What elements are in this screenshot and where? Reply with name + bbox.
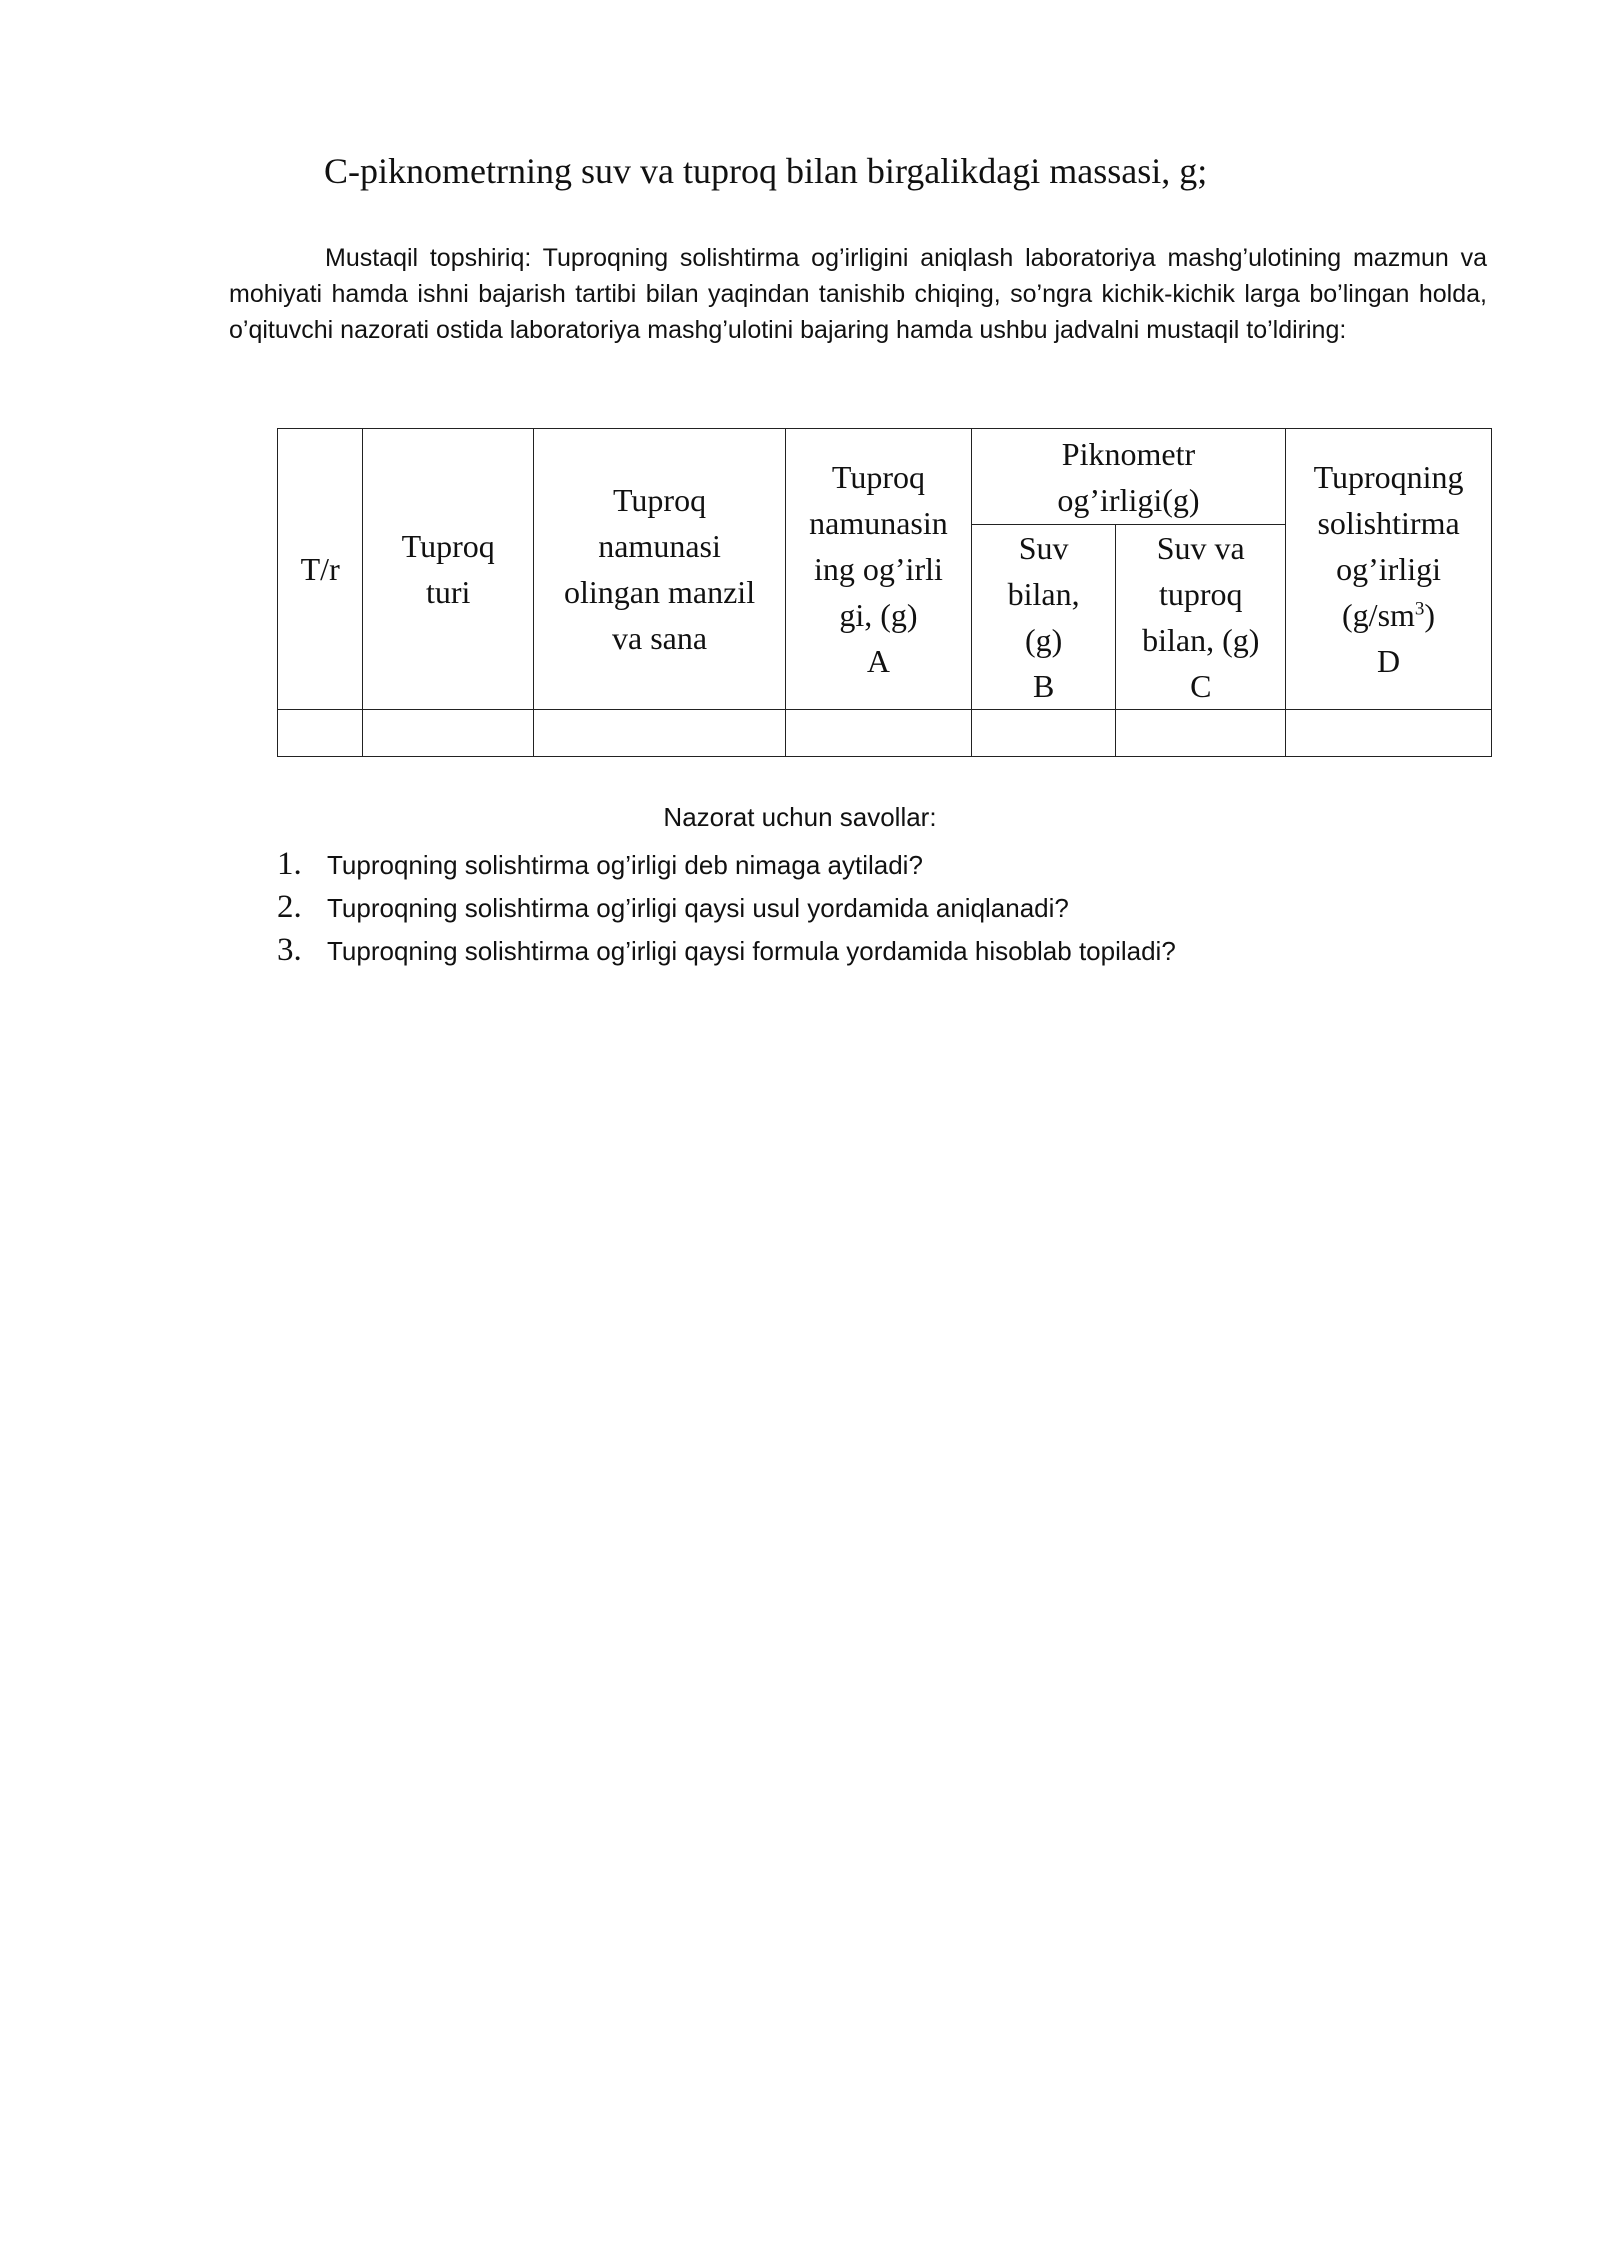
header-address-line: va sana [612, 620, 708, 656]
header-sample-address [534, 429, 786, 710]
subheader-water-letter: B [1032, 668, 1055, 704]
results-table [277, 428, 1492, 757]
header-density-line: solishtirma [1317, 505, 1460, 541]
table-cell-empty[interactable] [786, 710, 972, 757]
subheader-water-line: (g) [1024, 622, 1063, 658]
question-number: 3. [277, 932, 302, 968]
question-number: 1. [277, 846, 302, 882]
subheader-with-water-and-soil [1116, 525, 1286, 710]
table-cell-empty[interactable] [534, 710, 786, 757]
header-density-unit: (g/sm [1342, 597, 1415, 633]
questions-title: Nazorat uchun savollar: [663, 802, 937, 832]
header-address-line: Tuproq [613, 482, 707, 518]
subheader-water-soil-line: tuproq [1158, 576, 1243, 612]
header-density-superscript: 3 [1414, 598, 1425, 620]
header-sample-weight [786, 429, 972, 710]
question-number: 2. [277, 889, 302, 925]
table-cell-empty[interactable] [363, 710, 534, 757]
header-density-line: og’irligi [1336, 551, 1441, 587]
header-address-line: namunasi [598, 528, 721, 564]
header-density-letter: D [1376, 643, 1401, 679]
header-address-line: olingan manzil [564, 574, 756, 610]
table-header-row [278, 429, 1492, 525]
header-specific-weight [1286, 429, 1492, 710]
header-soil-type [363, 429, 534, 710]
header-soil-type-line: turi [425, 574, 471, 610]
questions-list [277, 843, 1176, 972]
list-item [277, 843, 1176, 886]
header-sample-line: ing og’irli [814, 551, 943, 587]
header-soil-type-line: Tuproq [401, 528, 495, 564]
header-density-unit-close: ) [1424, 597, 1436, 633]
header-sample-line: Tuproq [831, 459, 925, 495]
header-sample-line: namunasin [809, 505, 948, 541]
subheader-water-line: Suv [1018, 530, 1069, 566]
table-cell-empty[interactable] [1116, 710, 1286, 757]
subheader-water-soil-letter: C [1190, 668, 1212, 704]
question-text: Tuproqning solishtirma og’irligi qaysi formula yordamida hisoblab topiladi? [327, 936, 1176, 966]
subheader-water-soil-line: Suv va [1156, 530, 1245, 566]
question-text: Tuproqning solishtirma og’irligi qaysi usul yordamida aniqlanadi? [327, 893, 1069, 923]
heading-formula-c: C-piknometrning suv va tuproq bilan birgalikdagi massasi, g; [324, 151, 1208, 191]
header-sample-line: gi, (g) [839, 597, 918, 633]
table-cell-empty[interactable] [1286, 710, 1492, 757]
list-item [277, 886, 1176, 929]
header-pycnometer-weight [971, 429, 1285, 525]
table-cell-empty[interactable] [971, 710, 1116, 757]
subheader-with-water [971, 525, 1116, 710]
header-pycnometer-line: og’irligi(g) [1057, 481, 1200, 518]
table-row [278, 710, 1492, 757]
header-tr [278, 429, 363, 710]
question-text: Tuproqning solishtirma og’irligi deb nimaga aytiladi? [327, 850, 923, 880]
table-cell-empty[interactable] [278, 710, 363, 757]
subheader-water-line: bilan, [1007, 576, 1080, 612]
header-sample-letter: A [866, 643, 890, 679]
subheader-water-soil-line: bilan, (g) [1142, 622, 1260, 658]
list-item [277, 929, 1176, 972]
header-pycnometer-line: Piknometr [1061, 435, 1196, 472]
task-paragraph: Mustaqil topshiriq: Tuproqning solishtirma og’irligini aniqlash laboratoriya mashg’ulotining mazmun va mohiyati hamda ishni bajarish tartibi bilan yaqindan tanishib chiqing, so’ngra kichik-kichik larga bo’lingan holda, o’qituvchi nazorati ostida laboratoriya mashg’ulotini bajaring hamda ushbu jadvalni mustaqil to’ldiring: [229, 244, 1487, 344]
header-density-line: Tuproqning [1313, 459, 1464, 495]
header-tr-label: T/r [300, 551, 340, 587]
